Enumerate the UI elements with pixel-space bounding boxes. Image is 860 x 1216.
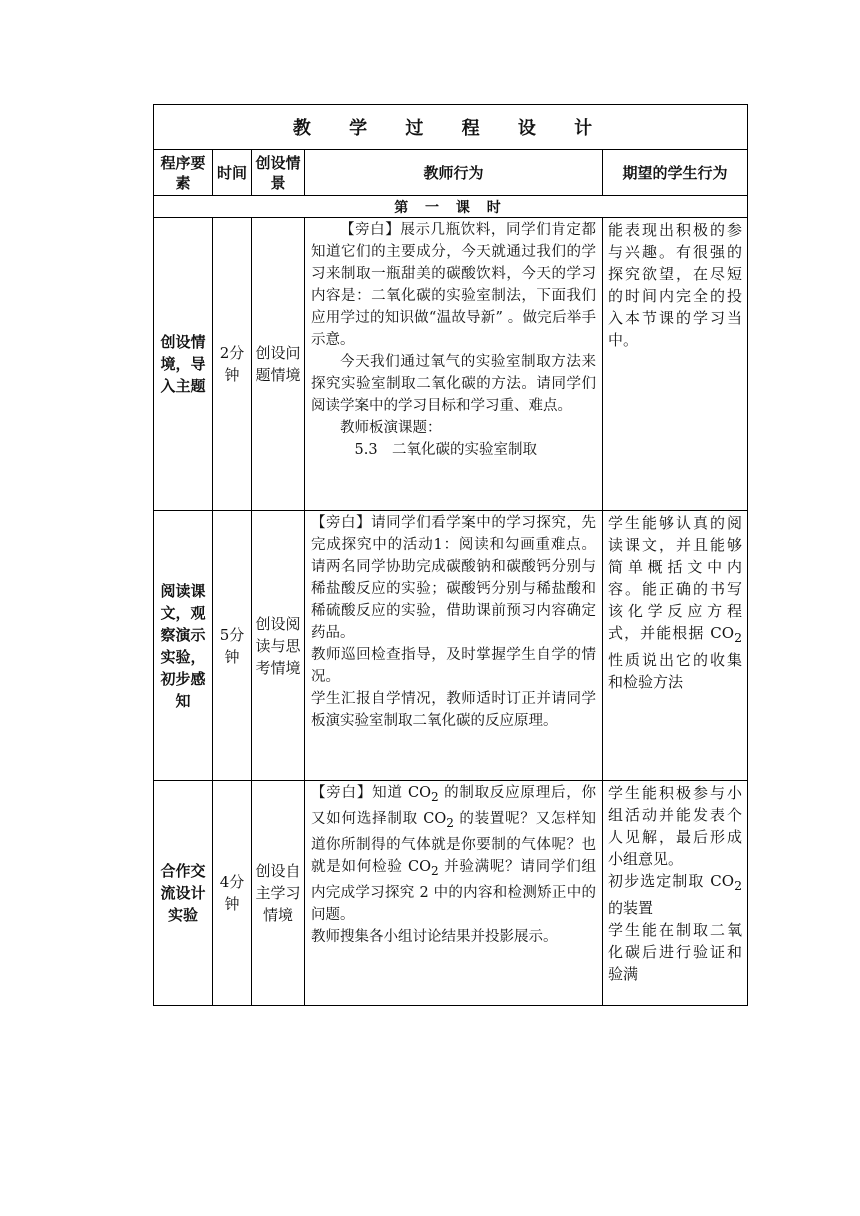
teacher-text: 学生汇报自学情况，教师适时订正并请同学板演实验室制取二氧化碳的反应原理。 <box>311 691 596 729</box>
header-time: 时间 <box>213 150 252 196</box>
student-cell <box>603 218 748 511</box>
teacher-text: 【旁白】知道 $CO_2$ 的制取反应原理后，你又如何选择制取 $CO_2$ 的装置呢？又怎样知道你所制得的气体就是你要制的气体呢？也就是如何检验 $CO_2$ 并验满呢？请同学们组内完成学习探究 2 中的内容和检测矫正中的问题。 <box>311 785 597 923</box>
table-row <box>154 511 748 781</box>
header-teacher: 教师行为 <box>305 150 603 196</box>
teacher-text: 【旁白】展示几瓶饮料，同学们肯定都知道它们的主要成分，今天就通过我们的学习来制取一瓶甜美的碳酸饮料，今天的学习内容是：二氧化碳的实验室制法，下面我们应用学过的知识做“温故导新” 。做完后举手示意。 <box>311 222 596 348</box>
teacher-cell <box>305 781 603 1006</box>
teacher-cell <box>305 218 603 511</box>
teacher-text: 今天我们通过氧气的实验室制取方法来探究实验室制取二氧化碳的方法。请同学们阅读学案中的学习目标和学习重、难点。 <box>311 354 596 414</box>
student-text: 能表现出积极的参与兴趣。有很强的探究欲望，在尽短的时间内完全的投入本节课的学习当中。 <box>608 221 743 349</box>
header-stage: 程序要素 <box>154 150 213 196</box>
header-situation: 创设情景 <box>252 150 305 196</box>
teacher-text: 【旁白】请同学们看学案中的学习探究，先完成探究中的活动1：阅读和勾画重难点。 请两名同学协助完成碳酸钠和碳酸钙分别与稀盐酸反应的实验；碳酸钙分别与稀盐酸和稀硫酸反应的实验，借助课前预习内容确定药品。 <box>311 515 596 641</box>
time-cell: 4分钟 <box>213 781 252 1006</box>
header-student: 期望的学生行为 <box>603 150 748 196</box>
stage-cell: 合作交流设计实验 <box>154 781 213 1006</box>
stage-cell: 创设情境，导入主题 <box>154 218 213 511</box>
situation-cell: 创设问题情境 <box>252 218 305 511</box>
teacher-text: 5.3 二氧化碳的实验室制取 <box>354 442 538 458</box>
situation-cell: 创设自主学习情境 <box>252 781 305 1006</box>
teacher-text: 教师搜集各小组讨论结果并投影展示。 <box>311 928 558 945</box>
header-row <box>154 150 748 196</box>
table-row <box>154 218 748 511</box>
situation-cell: 创设阅读与思考情境 <box>252 511 305 781</box>
student-text: 学生能够认真的阅读课文，并且能够简单概括文中内容。能正确的书写该化学反应方程式，并能根据 $CO_2$ 性质说出它的收集和检验方法 <box>608 514 743 691</box>
teacher-text: 教师巡回检查指导，及时掌握学生自学的情况。 <box>311 647 596 685</box>
time-cell: 2分钟 <box>213 218 252 511</box>
table-title: 教 学 过 程 设 计 <box>154 105 748 150</box>
time-cell: 5分钟 <box>213 511 252 781</box>
student-text: 学生能在制取二氧化碳后进行验证和验满 <box>608 921 743 983</box>
teacher-text: 教师板演课题： <box>340 420 442 436</box>
student-cell <box>603 511 748 781</box>
lesson-label: 第 一 课 时 <box>154 196 748 218</box>
student-cell <box>603 781 748 1006</box>
student-text: 初步选定制取 $CO_2$ 的装置 <box>608 872 743 917</box>
teaching-process-table <box>153 104 748 1006</box>
table-row <box>154 781 748 1006</box>
stage-cell: 阅读课文，观察演示实验，初步感知 <box>154 511 213 781</box>
student-text: 学生能积极参与小组活动并能发表个人见解，最后形成小组意见。 <box>608 784 743 868</box>
teacher-cell <box>305 511 603 781</box>
